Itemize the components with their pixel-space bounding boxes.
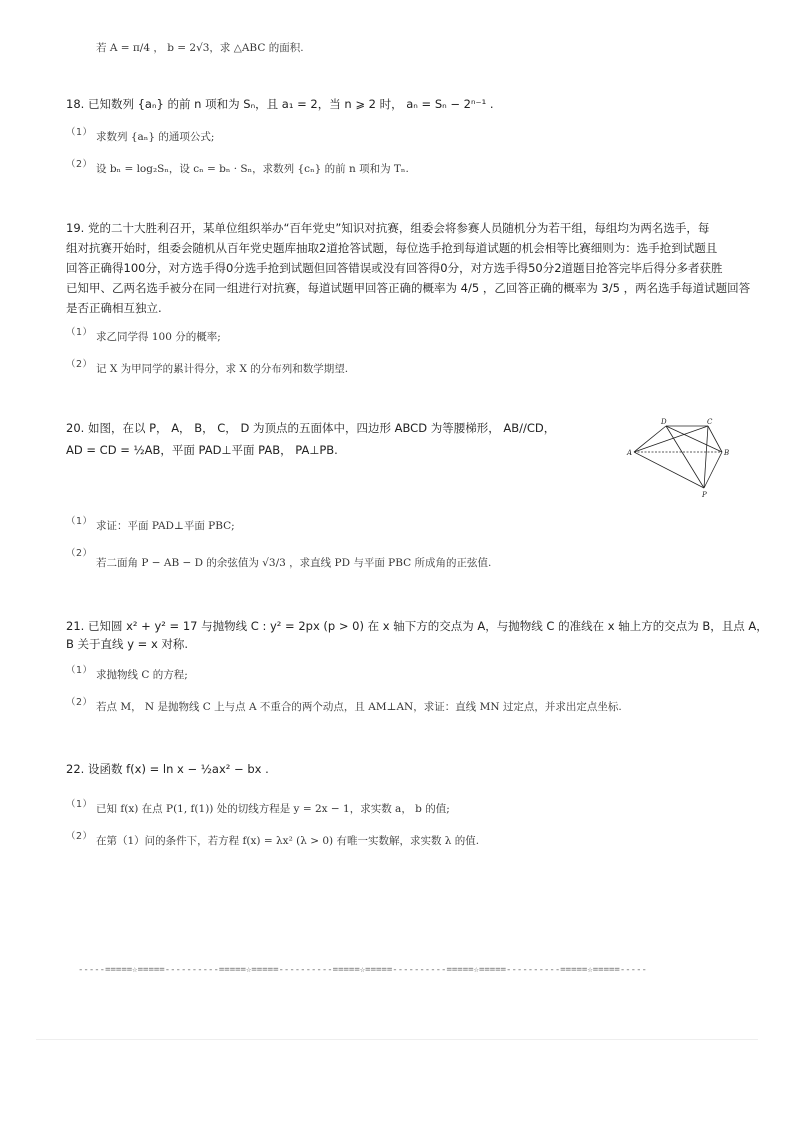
q22-part1-number: （1） <box>66 799 93 810</box>
q18-part2: 设 bₙ = log₂Sₙ，设 cₙ = bₙ · Sₙ，求数列 {cₙ} 的前 n 项和为 Tₙ. <box>96 163 409 175</box>
label-a: A <box>627 449 633 457</box>
q19-line3: 回答正确得100分，对方选手得0分选手抢到试题但回答错误或没有回答得0分，对方选手得50分2道题目抢答完毕后得分多者获胜 <box>66 261 723 275</box>
q18-part2-number: （2） <box>66 159 93 170</box>
label-c: C <box>707 418 713 426</box>
q19-part1: 求乙同学得 100 分的概率; <box>96 331 221 343</box>
q22-part2: 在第（1）问的条件下，若方程 f(x) = λx² (λ > 0) 有唯一实数解，求实数 λ 的值. <box>96 835 480 847</box>
label-p: P <box>702 491 707 499</box>
edge-dp <box>666 426 704 488</box>
q20-part2: 若二面角 P − AB − D 的余弦值为 √3/3 ，求直线 PD 与平面 PBC 所成角的正弦值. <box>96 557 492 569</box>
q19-part2-number: （2） <box>66 359 93 370</box>
q20-line1: 20. 如图，在以 P， A， B， C， D 为顶点的五面体中，四边形 ABCD 为等腰梯形， AB//CD， <box>66 421 556 435</box>
footer-divider <box>36 1039 758 1040</box>
q19-line2: 组对抗赛开始时，组委会随机从百年党史题库抽取2道抢答试题，每位选手抢到每道试题的机会相等比赛细则为：选手抢到试题且 <box>66 241 718 255</box>
q21-line1: 21. 已知圆 x² + y² = 17 与抛物线 C : y² = 2px (p > 0) 在 x 轴下方的交点为 A，与抛物线 C 的准线在 x 轴上方的交点为 B，且点 A， <box>66 619 768 633</box>
q18-stem: 18. 已知数列 {aₙ} 的前 n 项和为 Sₙ，且 a₁ = 2，当 n ⩾ 2 时， aₙ = Sₙ − 2ⁿ⁻¹ . <box>66 97 494 111</box>
q17-condition: 若 A = π/4 ， b = 2√3，求 △ABC 的面积. <box>96 42 304 54</box>
edge-ac <box>634 426 708 452</box>
q21-part2-number: （2） <box>66 697 93 708</box>
q20-part1-number: （1） <box>66 516 93 527</box>
q22-stem: 22. 设函数 f(x) = ln x − ½ax² − bx . <box>66 762 269 776</box>
q20-part2-number: （2） <box>66 548 93 559</box>
edge-cp <box>704 426 708 488</box>
q19-line1: 19. 党的二十大胜利召开，某单位组织举办“百年党史”知识对抗赛，组委会将参赛人员随机分为若干组，每组均为两名选手，每 <box>66 221 710 235</box>
label-b: B <box>724 449 730 457</box>
q21-line2: B 关于直线 y = x 对称. <box>66 637 189 651</box>
q19-part1-number: （1） <box>66 327 93 338</box>
q21-part1-number: （1） <box>66 665 93 676</box>
section-separator: -----=====☆=====----------=====☆=====----------=====☆=====----------=====☆=====----------=====☆=====----- <box>78 965 647 975</box>
q18-part1: 求数列 {aₙ} 的通项公式; <box>96 131 215 143</box>
q19-part2: 记 X 为甲同学的累计得分，求 X 的分布列和数学期望. <box>96 363 349 375</box>
edge-ap <box>634 452 704 488</box>
q20-pentahedron-figure <box>626 416 736 500</box>
edge-cb <box>708 426 722 452</box>
q19-line4: 已知甲、乙两名选手被分在同一组进行对抗赛，每道试题甲回答正确的概率为 4/5 ，乙回答正确的概率为 3/5 ，两名选手每道试题回答 <box>66 281 751 295</box>
q19-line5: 是否正确相互独立. <box>66 301 162 315</box>
edge-bp <box>704 452 722 488</box>
edge-da <box>634 426 666 452</box>
q18-part1-number: （1） <box>66 127 93 138</box>
q20-part1: 求证：平面 PAD⊥平面 PBC; <box>96 520 235 532</box>
q22-part1: 已知 f(x) 在点 P(1, f(1)) 处的切线方程是 y = 2x − 1，求实数 a， b 的值; <box>96 803 450 815</box>
label-d: D <box>661 418 667 426</box>
q21-part2: 若点 M， N 是抛物线 C 上与点 A 不重合的两个动点，且 AM⊥AN，求证：直线 MN 过定点，并求出定点坐标. <box>96 701 622 713</box>
q20-line2: AD = CD = ½AB，平面 PAD⊥平面 PAB， PA⊥PB. <box>66 443 338 457</box>
q21-part1: 求抛物线 C 的方程; <box>96 669 188 681</box>
q22-part2-number: （2） <box>66 831 93 842</box>
